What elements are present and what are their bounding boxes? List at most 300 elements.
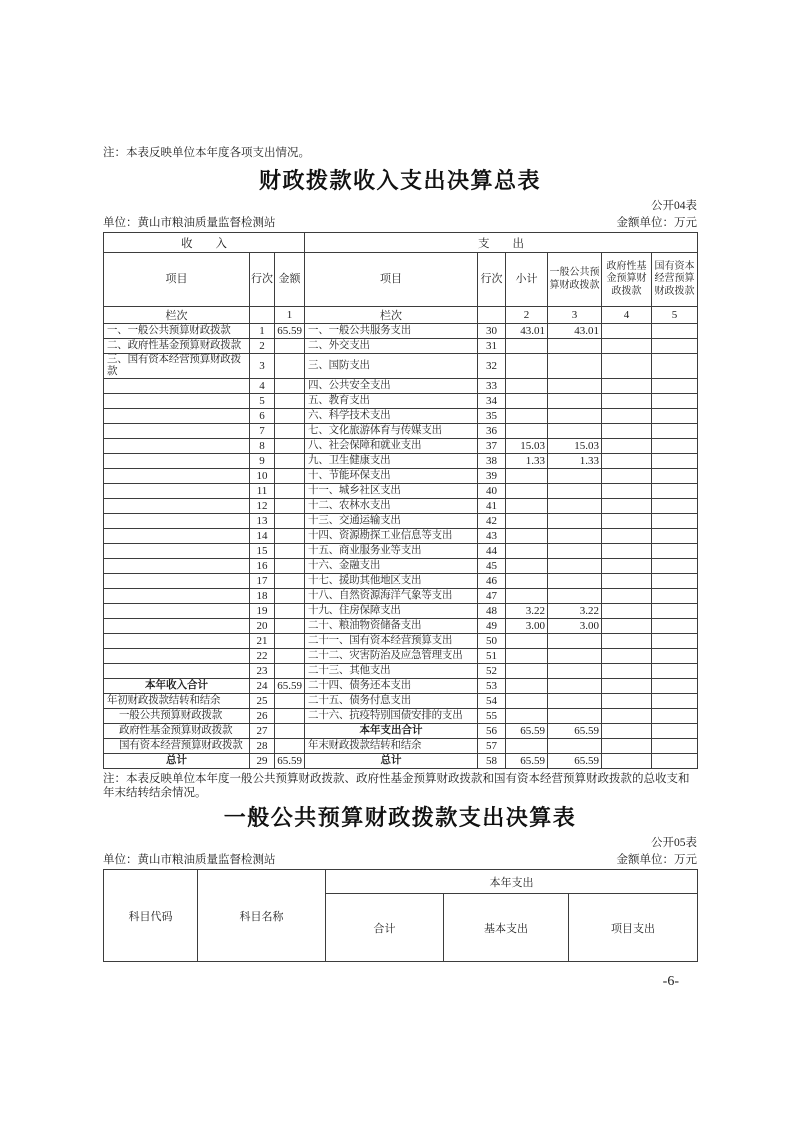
expense-subtotal-cell bbox=[506, 589, 548, 604]
income-item-cell bbox=[104, 574, 250, 589]
expense-gov-fund-cell bbox=[602, 484, 652, 499]
expense-subtotal-cell bbox=[506, 339, 548, 354]
group-header-row bbox=[104, 233, 698, 253]
income-line-cell: 27 bbox=[250, 724, 275, 739]
table-row bbox=[104, 724, 698, 739]
table-row bbox=[104, 424, 698, 439]
income-item-cell bbox=[104, 409, 250, 424]
income-line-cell: 3 bbox=[250, 354, 275, 379]
expense-general-budget-cell: 65.59 bbox=[548, 724, 602, 739]
income-line-cell: 22 bbox=[250, 649, 275, 664]
expense-subtotal-cell: 15.03 bbox=[506, 439, 548, 454]
expense-line-cell: 54 bbox=[478, 694, 506, 709]
expense-line-cell: 32 bbox=[478, 354, 506, 379]
expense-general-budget-cell bbox=[548, 589, 602, 604]
income-amount-cell bbox=[275, 574, 305, 589]
expense-item-header: 项目 bbox=[305, 253, 478, 307]
expense-item-cell: 十九、住房保障支出 bbox=[305, 604, 478, 619]
table1-note: 注：本表反映单位本年度一般公共预算财政拨款、政府性基金预算财政拨款和国有资本经营预算财政拨款的总收支和年末结转结余情况。 bbox=[103, 773, 690, 800]
basic-expense-header: 基本支出 bbox=[444, 894, 569, 962]
income-line-cell: 10 bbox=[250, 469, 275, 484]
income-line-cell: 24 bbox=[250, 679, 275, 694]
expense-item-cell: 五、教育支出 bbox=[305, 394, 478, 409]
table-row bbox=[104, 754, 698, 769]
expense-gov-fund-cell bbox=[602, 709, 652, 724]
expense-general-budget-cell bbox=[548, 484, 602, 499]
expense-state-capital-cell bbox=[652, 454, 698, 469]
income-amount-cell bbox=[275, 454, 305, 469]
current-year-expense-header: 本年支出 bbox=[326, 870, 698, 894]
expense-general-budget-cell bbox=[548, 649, 602, 664]
expense-general-budget-cell bbox=[548, 514, 602, 529]
expense-state-capital-cell bbox=[652, 724, 698, 739]
expense-gov-fund-cell bbox=[602, 424, 652, 439]
income-amount-cell bbox=[275, 664, 305, 679]
expense-general-budget-cell bbox=[548, 469, 602, 484]
income-item-header: 项目 bbox=[104, 253, 250, 307]
table-row bbox=[104, 589, 698, 604]
income-item-cell bbox=[104, 499, 250, 514]
expense-line-header: 行次 bbox=[478, 253, 506, 307]
expense-line-cell: 46 bbox=[478, 574, 506, 589]
expense-general-budget-cell: 15.03 bbox=[548, 439, 602, 454]
table2-currency-label: 金额单位：万元 bbox=[616, 854, 697, 867]
income-amount-cell bbox=[275, 354, 305, 379]
expense-general-budget-cell bbox=[548, 529, 602, 544]
expense-item-cell: 十五、商业服务业等支出 bbox=[305, 544, 478, 559]
table-row bbox=[104, 469, 698, 484]
expense-general-budget-cell bbox=[548, 739, 602, 754]
expense-item-cell: 二十四、债务还本支出 bbox=[305, 679, 478, 694]
income-amount-cell bbox=[275, 589, 305, 604]
expense-subtotal-cell bbox=[506, 664, 548, 679]
lanci-row bbox=[104, 307, 698, 324]
expense-item-cell: 七、文化旅游体育与传媒支出 bbox=[305, 424, 478, 439]
lanci-label: 栏次 bbox=[104, 307, 250, 324]
expense-item-cell: 二十五、债务付息支出 bbox=[305, 694, 478, 709]
expense-state-capital-cell bbox=[652, 574, 698, 589]
expense-item-cell: 十一、城乡社区支出 bbox=[305, 484, 478, 499]
expense-general-budget-cell bbox=[548, 709, 602, 724]
expense-general-budget-cell bbox=[548, 394, 602, 409]
expense-state-capital-cell bbox=[652, 394, 698, 409]
income-amount-cell bbox=[275, 634, 305, 649]
expense-state-capital-cell bbox=[652, 619, 698, 634]
expense-gov-fund-cell bbox=[602, 604, 652, 619]
expense-item-cell: 六、科学技术支出 bbox=[305, 409, 478, 424]
expense-gov-fund-cell bbox=[602, 529, 652, 544]
expense-subtotal-cell: 65.59 bbox=[506, 754, 548, 769]
expense-state-capital-cell bbox=[652, 439, 698, 454]
expense-item-cell: 二十二、灾害防治及应急管理支出 bbox=[305, 649, 478, 664]
expense-state-capital-cell bbox=[652, 379, 698, 394]
income-item-cell bbox=[104, 559, 250, 574]
income-item-cell bbox=[104, 439, 250, 454]
income-line-cell: 16 bbox=[250, 559, 275, 574]
expense-item-cell: 四、公共安全支出 bbox=[305, 379, 478, 394]
expense-gov-fund-cell bbox=[602, 559, 652, 574]
income-amount-cell bbox=[275, 484, 305, 499]
expense-item-cell: 二、外交支出 bbox=[305, 339, 478, 354]
expense-state-capital-cell bbox=[652, 514, 698, 529]
table-row bbox=[104, 619, 698, 634]
income-line-cell: 6 bbox=[250, 409, 275, 424]
expense-gov-fund-cell bbox=[602, 324, 652, 339]
income-amount-cell bbox=[275, 649, 305, 664]
income-item-cell bbox=[104, 469, 250, 484]
expense-gov-fund-cell bbox=[602, 634, 652, 649]
income-item-cell bbox=[104, 589, 250, 604]
expense-gov-fund-cell bbox=[602, 694, 652, 709]
general-budget-expense-table bbox=[103, 869, 698, 962]
expense-line-cell: 50 bbox=[478, 634, 506, 649]
income-amount-cell bbox=[275, 559, 305, 574]
income-line-cell: 17 bbox=[250, 574, 275, 589]
income-amount-cell: 65.59 bbox=[275, 679, 305, 694]
expense-subtotal-cell bbox=[506, 354, 548, 379]
expense-subtotal-cell bbox=[506, 694, 548, 709]
income-item-cell: 本年收入合计 bbox=[104, 679, 250, 694]
expense-state-capital-cell bbox=[652, 354, 698, 379]
expense-state-capital-cell bbox=[652, 409, 698, 424]
income-line-cell: 15 bbox=[250, 544, 275, 559]
table-row bbox=[104, 409, 698, 424]
income-item-cell: 三、国有资本经营预算财政拨款 bbox=[104, 354, 250, 379]
project-expense-header: 项目支出 bbox=[569, 894, 698, 962]
income-item-cell: 国有资本经营预算财政拨款 bbox=[104, 739, 250, 754]
income-item-cell: 总计 bbox=[104, 754, 250, 769]
expense-state-capital-cell bbox=[652, 499, 698, 514]
income-amount-cell bbox=[275, 339, 305, 354]
expense-subtotal-cell bbox=[506, 529, 548, 544]
income-amount-cell: 65.59 bbox=[275, 324, 305, 339]
expense-line-cell: 33 bbox=[478, 379, 506, 394]
income-item-cell bbox=[104, 544, 250, 559]
income-item-cell bbox=[104, 634, 250, 649]
expense-general-budget-cell: 65.59 bbox=[548, 754, 602, 769]
column-header-row bbox=[104, 253, 698, 307]
expense-subtotal-cell bbox=[506, 514, 548, 529]
expense-item-cell: 十三、交通运输支出 bbox=[305, 514, 478, 529]
expense-subtotal-cell bbox=[506, 379, 548, 394]
expense-general-budget-cell bbox=[548, 339, 602, 354]
table-row bbox=[104, 529, 698, 544]
income-line-cell: 21 bbox=[250, 634, 275, 649]
lanci-col-3: 3 bbox=[548, 307, 602, 324]
expense-subtotal-cell bbox=[506, 559, 548, 574]
lanci-col-4: 4 bbox=[602, 307, 652, 324]
page-content bbox=[103, 0, 697, 990]
expense-gov-fund-cell bbox=[602, 439, 652, 454]
table-row bbox=[104, 634, 698, 649]
expense-general-budget-cell bbox=[548, 574, 602, 589]
income-line-cell: 9 bbox=[250, 454, 275, 469]
expense-subtotal-cell bbox=[506, 634, 548, 649]
table2-unit-label: 单位：黄山市粮油质量监督检测站 bbox=[103, 854, 276, 867]
summary-table-body bbox=[104, 324, 698, 769]
expense-line-cell: 36 bbox=[478, 424, 506, 439]
lanci-col-2: 2 bbox=[506, 307, 548, 324]
expense-state-capital-cell bbox=[652, 424, 698, 439]
income-amount-cell: 65.59 bbox=[275, 754, 305, 769]
lanci-col-1: 1 bbox=[275, 307, 305, 324]
expense-gov-fund-cell bbox=[602, 679, 652, 694]
expense-gov-fund-cell bbox=[602, 649, 652, 664]
table-row bbox=[104, 454, 698, 469]
income-amount-cell bbox=[275, 439, 305, 454]
expense-general-budget-cell bbox=[548, 634, 602, 649]
expense-general-budget-cell bbox=[548, 409, 602, 424]
expense-item-cell: 十、节能环保支出 bbox=[305, 469, 478, 484]
table1-doc-label: 公开04表 bbox=[651, 200, 697, 212]
expense-line-cell: 40 bbox=[478, 484, 506, 499]
income-group-header: 收 入 bbox=[104, 233, 305, 253]
expense-gov-fund-cell bbox=[602, 469, 652, 484]
expense-subtotal-cell bbox=[506, 709, 548, 724]
table-row bbox=[104, 649, 698, 664]
table-row bbox=[104, 544, 698, 559]
expense-line-cell: 42 bbox=[478, 514, 506, 529]
income-item-cell: 二、政府性基金预算财政拨款 bbox=[104, 339, 250, 354]
expense-subtotal-cell: 3.22 bbox=[506, 604, 548, 619]
expense-item-cell: 二十、粮油物资储备支出 bbox=[305, 619, 478, 634]
income-line-cell: 25 bbox=[250, 694, 275, 709]
general-budget-header: 一般公共预算财政拨款 bbox=[548, 253, 602, 307]
income-amount-cell bbox=[275, 529, 305, 544]
expense-gov-fund-cell bbox=[602, 409, 652, 424]
expense-subtotal-cell: 3.00 bbox=[506, 619, 548, 634]
table-row bbox=[104, 709, 698, 724]
expense-general-budget-cell bbox=[548, 559, 602, 574]
expense-line-cell: 35 bbox=[478, 409, 506, 424]
expense-gov-fund-cell bbox=[602, 339, 652, 354]
income-item-cell bbox=[104, 424, 250, 439]
table-row bbox=[104, 354, 698, 379]
expense-subtotal-cell bbox=[506, 484, 548, 499]
income-line-cell: 13 bbox=[250, 514, 275, 529]
income-item-cell bbox=[104, 619, 250, 634]
expense-line-cell: 49 bbox=[478, 619, 506, 634]
expense-state-capital-cell bbox=[652, 754, 698, 769]
table-row bbox=[104, 739, 698, 754]
expense-subtotal-cell bbox=[506, 469, 548, 484]
income-line-cell: 11 bbox=[250, 484, 275, 499]
expense-group-header: 支 出 bbox=[305, 233, 698, 253]
income-line-cell: 1 bbox=[250, 324, 275, 339]
income-item-cell bbox=[104, 379, 250, 394]
expense-gov-fund-cell bbox=[602, 454, 652, 469]
income-amount-cell bbox=[275, 724, 305, 739]
income-item-cell: 政府性基金预算财政拨款 bbox=[104, 724, 250, 739]
expense-state-capital-cell bbox=[652, 589, 698, 604]
expense-subtotal-cell bbox=[506, 679, 548, 694]
table-row bbox=[104, 324, 698, 339]
income-amount-cell bbox=[275, 424, 305, 439]
expense-subtotal-cell: 65.59 bbox=[506, 724, 548, 739]
expense-gov-fund-cell bbox=[602, 619, 652, 634]
income-line-header: 行次 bbox=[250, 253, 275, 307]
expense-item-cell: 二十三、其他支出 bbox=[305, 664, 478, 679]
expense-item-cell: 十二、农林水支出 bbox=[305, 499, 478, 514]
table-row bbox=[104, 574, 698, 589]
expense-line-cell: 48 bbox=[478, 604, 506, 619]
expense-gov-fund-cell bbox=[602, 354, 652, 379]
table-row bbox=[104, 694, 698, 709]
income-line-cell: 7 bbox=[250, 424, 275, 439]
expense-state-capital-cell bbox=[652, 634, 698, 649]
expense-gov-fund-cell bbox=[602, 754, 652, 769]
state-capital-header: 国有资本经营预算财政拨款 bbox=[652, 253, 698, 307]
expense-line-cell: 53 bbox=[478, 679, 506, 694]
income-line-cell: 2 bbox=[250, 339, 275, 354]
expense-subtotal-cell bbox=[506, 544, 548, 559]
page-number: -6- bbox=[662, 974, 679, 990]
table-row bbox=[104, 439, 698, 454]
expense-general-budget-cell bbox=[548, 664, 602, 679]
expense-state-capital-cell bbox=[652, 709, 698, 724]
expense-line-cell: 57 bbox=[478, 739, 506, 754]
expense-state-capital-cell bbox=[652, 694, 698, 709]
income-item-cell: 年初财政拨款结转和结余 bbox=[104, 694, 250, 709]
expense-general-budget-cell bbox=[548, 354, 602, 379]
expense-item-cell: 本年支出合计 bbox=[305, 724, 478, 739]
lanci-col-5: 5 bbox=[652, 307, 698, 324]
expense-subtotal-cell bbox=[506, 394, 548, 409]
table-row bbox=[104, 484, 698, 499]
expense-state-capital-cell bbox=[652, 664, 698, 679]
expense-line-cell: 45 bbox=[478, 559, 506, 574]
income-amount-cell bbox=[275, 604, 305, 619]
expense-subtotal-cell bbox=[506, 409, 548, 424]
expense-gov-fund-cell bbox=[602, 724, 652, 739]
fiscal-summary-table bbox=[103, 232, 698, 769]
income-line-cell: 23 bbox=[250, 664, 275, 679]
expense-subtotal-cell bbox=[506, 574, 548, 589]
income-item-cell: 一般公共预算财政拨款 bbox=[104, 709, 250, 724]
expense-item-cell: 一、一般公共服务支出 bbox=[305, 324, 478, 339]
expense-line-cell: 51 bbox=[478, 649, 506, 664]
income-item-cell bbox=[104, 484, 250, 499]
expense-total-header: 合计 bbox=[326, 894, 444, 962]
expense-item-cell: 十四、资源勘探工业信息等支出 bbox=[305, 529, 478, 544]
income-amount-header: 金额 bbox=[275, 253, 305, 307]
expense-general-budget-cell bbox=[548, 424, 602, 439]
expense-item-cell: 八、社会保障和就业支出 bbox=[305, 439, 478, 454]
expense-line-cell: 38 bbox=[478, 454, 506, 469]
table2-title: 一般公共预算财政拨款支出决算表 bbox=[223, 805, 577, 831]
income-line-cell: 29 bbox=[250, 754, 275, 769]
income-line-cell: 28 bbox=[250, 739, 275, 754]
expense-line-cell: 56 bbox=[478, 724, 506, 739]
table2-meta-row bbox=[103, 853, 697, 867]
expense-line-cell: 41 bbox=[478, 499, 506, 514]
income-line-cell: 14 bbox=[250, 529, 275, 544]
income-amount-cell bbox=[275, 619, 305, 634]
table-row bbox=[104, 394, 698, 409]
expense-subtotal-cell bbox=[506, 739, 548, 754]
table2-header-row-1 bbox=[104, 870, 698, 894]
lanci-cell bbox=[250, 307, 275, 324]
expense-line-cell: 55 bbox=[478, 709, 506, 724]
income-amount-cell bbox=[275, 394, 305, 409]
table1-unit-label: 单位：黄山市粮油质量监督检测站 bbox=[103, 217, 276, 229]
expense-line-cell: 44 bbox=[478, 544, 506, 559]
expense-state-capital-cell bbox=[652, 559, 698, 574]
income-amount-cell bbox=[275, 499, 305, 514]
expense-gov-fund-cell bbox=[602, 739, 652, 754]
expense-subtotal-cell: 1.33 bbox=[506, 454, 548, 469]
table-row bbox=[104, 514, 698, 529]
expense-general-budget-cell bbox=[548, 379, 602, 394]
expense-line-cell: 34 bbox=[478, 394, 506, 409]
expense-state-capital-cell bbox=[652, 649, 698, 664]
income-line-cell: 18 bbox=[250, 589, 275, 604]
expense-general-budget-cell: 3.00 bbox=[548, 619, 602, 634]
expense-item-cell: 年末财政拨款结转和结余 bbox=[305, 739, 478, 754]
expense-state-capital-cell bbox=[652, 469, 698, 484]
table2-doc-label: 公开05表 bbox=[651, 837, 697, 850]
expense-line-cell: 47 bbox=[478, 589, 506, 604]
expense-line-cell: 58 bbox=[478, 754, 506, 769]
table1-currency-label: 金额单位：万元 bbox=[616, 217, 697, 229]
subject-name-header: 科目名称 bbox=[198, 870, 326, 962]
expense-general-budget-cell: 43.01 bbox=[548, 324, 602, 339]
income-item-cell bbox=[104, 664, 250, 679]
expense-subtotal-cell bbox=[506, 499, 548, 514]
income-amount-cell bbox=[275, 379, 305, 394]
expense-gov-fund-cell bbox=[602, 544, 652, 559]
expense-general-budget-cell: 3.22 bbox=[548, 604, 602, 619]
expense-item-cell: 十六、金融支出 bbox=[305, 559, 478, 574]
expense-gov-fund-cell bbox=[602, 394, 652, 409]
income-amount-cell bbox=[275, 469, 305, 484]
expense-subtotal-cell bbox=[506, 649, 548, 664]
income-item-cell bbox=[104, 394, 250, 409]
gov-fund-header: 政府性基金预算财政拨款 bbox=[602, 253, 652, 307]
income-item-cell: 一、一般公共预算财政拨款 bbox=[104, 324, 250, 339]
income-line-cell: 20 bbox=[250, 619, 275, 634]
expense-state-capital-cell bbox=[652, 529, 698, 544]
expense-gov-fund-cell bbox=[602, 514, 652, 529]
table-row bbox=[104, 499, 698, 514]
table-row bbox=[104, 664, 698, 679]
income-amount-cell bbox=[275, 409, 305, 424]
expense-item-cell: 二十一、国有资本经营预算支出 bbox=[305, 634, 478, 649]
expense-gov-fund-cell bbox=[602, 499, 652, 514]
income-line-cell: 5 bbox=[250, 394, 275, 409]
previous-table-note: 注：本表反映单位本年度各项支出情况。 bbox=[103, 147, 310, 159]
expense-state-capital-cell bbox=[652, 739, 698, 754]
table1-title: 财政拨款收入支出决算总表 bbox=[258, 168, 541, 193]
expense-item-cell: 三、国防支出 bbox=[305, 354, 478, 379]
income-amount-cell bbox=[275, 694, 305, 709]
income-amount-cell bbox=[275, 544, 305, 559]
expense-general-budget-cell bbox=[548, 694, 602, 709]
income-item-cell bbox=[104, 454, 250, 469]
lanci-label: 栏次 bbox=[305, 307, 478, 324]
income-line-cell: 8 bbox=[250, 439, 275, 454]
expense-gov-fund-cell bbox=[602, 589, 652, 604]
table1-meta-row bbox=[103, 216, 697, 230]
expense-subtotal-cell bbox=[506, 424, 548, 439]
table-row bbox=[104, 339, 698, 354]
expense-item-cell: 十八、自然资源海洋气象等支出 bbox=[305, 589, 478, 604]
lanci-cell bbox=[478, 307, 506, 324]
income-amount-cell bbox=[275, 514, 305, 529]
expense-item-cell: 十七、援助其他地区支出 bbox=[305, 574, 478, 589]
expense-subtotal-header: 小计 bbox=[506, 253, 548, 307]
expense-general-budget-cell bbox=[548, 544, 602, 559]
